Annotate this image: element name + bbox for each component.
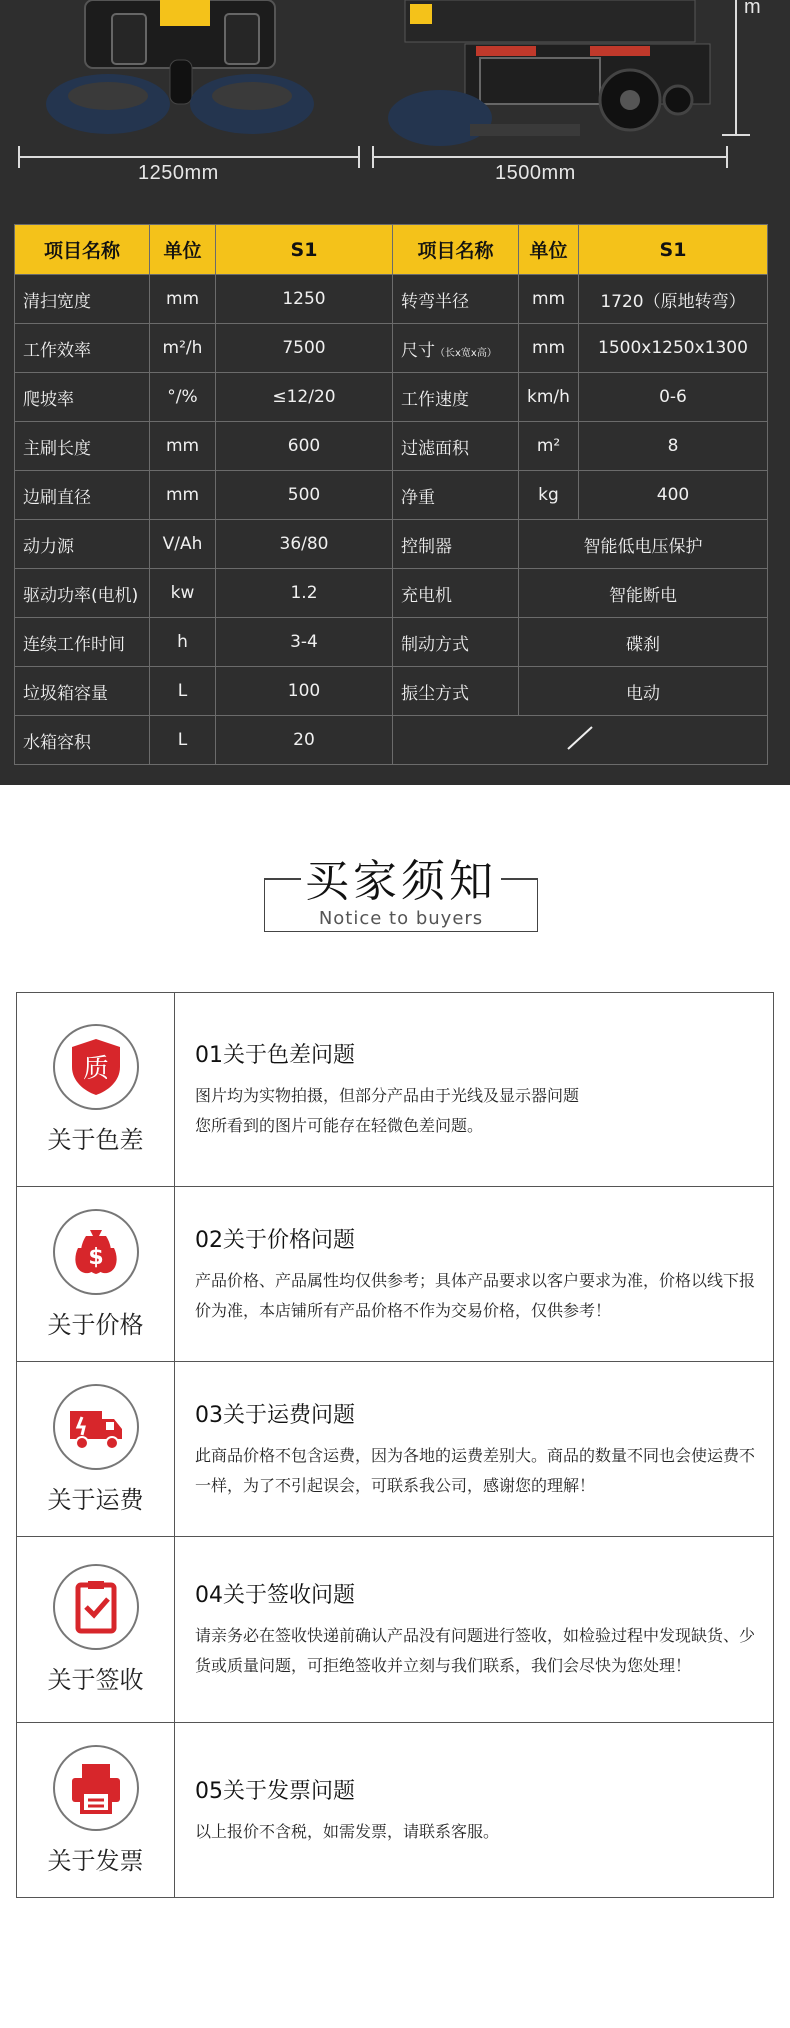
spec-value: 1.2 <box>216 569 393 618</box>
spec-value: 0-6 <box>579 373 768 422</box>
spec-header-name-2: 项目名称 <box>393 225 519 275</box>
width-dimension-line <box>18 156 360 158</box>
notice-content <box>175 993 773 1186</box>
spec-name: 清扫宽度 <box>15 275 150 324</box>
spec-name: 制动方式 <box>393 618 519 667</box>
spec-name: 主刷长度 <box>15 422 150 471</box>
sweeper-side-view-image <box>380 0 720 150</box>
spec-value: 100 <box>216 667 393 716</box>
spec-name: 过滤面积 <box>393 422 519 471</box>
height-dimension-line <box>735 0 737 136</box>
height-dimension-label: m <box>744 0 762 18</box>
spec-name: 垃圾箱容量 <box>15 667 150 716</box>
spec-name: 控制器 <box>393 520 519 569</box>
spec-name: 驱动功率(电机) <box>15 569 150 618</box>
spec-value-merged: 智能断电 <box>519 569 768 618</box>
spec-unit: m² <box>519 422 579 471</box>
notice-icon-cell <box>17 1723 175 1897</box>
spec-name: 净重 <box>393 471 519 520</box>
sweeper-front-view-image <box>30 0 330 140</box>
spec-value: 7500 <box>216 324 393 373</box>
spec-row <box>15 471 768 520</box>
spec-value: 500 <box>216 471 393 520</box>
notice-row-signing <box>17 1536 773 1722</box>
notice-title-en: Notice to buyers <box>318 908 484 929</box>
notice-heading: 02关于价格问题 <box>195 1227 355 1253</box>
spec-name: 充电机 <box>393 569 519 618</box>
spec-unit: km/h <box>519 373 579 422</box>
spec-value: 600 <box>216 422 393 471</box>
svg-text:$: $ <box>87 1244 104 1270</box>
length-dimension-label: 1500mm <box>495 162 576 184</box>
spec-header-row <box>15 225 768 275</box>
spec-table <box>14 224 768 765</box>
spec-name: 工作效率 <box>15 324 150 373</box>
spec-unit: kg <box>519 471 579 520</box>
notice-icon-cell <box>17 1537 175 1722</box>
quality-shield-text: 质 <box>82 1054 109 1084</box>
notice-content <box>175 1187 773 1361</box>
width-dimension-label: 1250mm <box>138 162 219 184</box>
spec-unit: m²/h <box>150 324 216 373</box>
delivery-truck-icon <box>53 1384 139 1470</box>
spec-name: 工作速度 <box>393 373 519 422</box>
notice-body: 以上报价不含税，如需发票，请联系客服。 <box>195 1821 500 1841</box>
spec-header-unit-2: 单位 <box>519 225 579 275</box>
spec-row <box>15 618 768 667</box>
length-dimension-line <box>372 156 728 158</box>
notice-heading: 05关于发票问题 <box>195 1778 355 1804</box>
spec-header-model: S1 <box>216 225 393 275</box>
spec-name: 转弯半径 <box>393 275 519 324</box>
spec-row <box>15 422 768 471</box>
spec-value: 3-4 <box>216 618 393 667</box>
notice-heading: 01关于色差问题 <box>195 1043 355 1068</box>
width-dimension-tick-left <box>18 146 20 168</box>
spec-unit: mm <box>150 471 216 520</box>
spec-unit: mm <box>519 275 579 324</box>
spec-unit: mm <box>150 422 216 471</box>
clipboard-check-icon <box>53 1564 139 1650</box>
spec-value: 1250 <box>216 275 393 324</box>
money-bags-icon <box>53 1209 139 1295</box>
width-dimension-tick-right <box>358 146 360 168</box>
notice-label: 关于色差 <box>47 1126 144 1154</box>
spec-name-note: （长x宽x高） <box>435 347 497 359</box>
spec-value: 20 <box>216 716 393 765</box>
notice-body: 图片均为实物拍摄，但部分产品由于光线及显示器问题 您所看到的图片可能存在轻微色差问题。 <box>195 1086 580 1135</box>
spec-unit: mm <box>150 275 216 324</box>
spec-name: 动力源 <box>15 520 150 569</box>
notice-row-price <box>17 1186 773 1361</box>
notice-label: 关于签收 <box>47 1666 144 1694</box>
spec-row <box>15 275 768 324</box>
spec-header-model-2: S1 <box>579 225 768 275</box>
spec-value-merged: 电动 <box>519 667 768 716</box>
height-dimension-tick <box>722 134 750 136</box>
product-spec-section <box>0 0 790 785</box>
spec-row <box>15 324 768 373</box>
spec-header-unit: 单位 <box>150 225 216 275</box>
notice-label: 关于发票 <box>47 1846 144 1875</box>
notice-label: 关于运费 <box>47 1485 144 1514</box>
notice-row-invoice <box>17 1722 773 1897</box>
spec-name: 水箱容积 <box>15 716 150 765</box>
spec-unit: kw <box>150 569 216 618</box>
notice-icon-cell <box>17 1362 175 1536</box>
spec-unit: h <box>150 618 216 667</box>
notice-content <box>175 1537 773 1722</box>
empty-slash-cell <box>393 716 768 765</box>
notice-table <box>16 992 774 1898</box>
notice-body: 此商品价格不包含运费，因为各地的运费差别大。商品的数量不同也会使运费不一样，为了不引起误会，可联系我公司，感谢您的理解！ <box>195 1445 756 1495</box>
spec-unit: L <box>150 667 216 716</box>
spec-name <box>393 324 519 373</box>
length-dimension-tick-right <box>726 146 728 168</box>
spec-row <box>15 716 768 765</box>
spec-value: 8 <box>579 422 768 471</box>
spec-row <box>15 569 768 618</box>
spec-name: 连续工作时间 <box>15 618 150 667</box>
slash-mark-icon <box>560 723 600 753</box>
spec-header-name: 项目名称 <box>15 225 150 275</box>
spec-value: ≤12/20 <box>216 373 393 422</box>
spec-row <box>15 520 768 569</box>
notice-body: 产品价格、产品属性均仅供参考；具体产品要求以客户要求为准，价格以线下报价为准，本店铺所有产品价格不作为交易价格，仅供参考！ <box>195 1270 756 1320</box>
length-dimension-tick-left <box>372 146 374 168</box>
notice-icon-cell <box>17 1187 175 1361</box>
notice-label: 关于价格 <box>47 1310 144 1339</box>
quality-shield-icon <box>53 1024 139 1110</box>
spec-name-text: 尺寸 <box>401 340 435 361</box>
spec-row <box>15 667 768 716</box>
spec-value: 1720（原地转弯） <box>579 275 768 324</box>
spec-unit: mm <box>519 324 579 373</box>
spec-value: 36/80 <box>216 520 393 569</box>
spec-unit: V/Ah <box>150 520 216 569</box>
printer-icon <box>53 1745 139 1831</box>
notice-row-shipping <box>17 1361 773 1536</box>
spec-value: 1500x1250x1300 <box>579 324 768 373</box>
notice-body: 请亲务必在签收快递前确认产品没有问题进行签收，如检验过程中发现缺货、少货或质量问题，可拒绝签收并立刻与我们联系，我们会尽快为您处理！ <box>195 1626 756 1675</box>
notice-row-color <box>17 993 773 1186</box>
spec-name: 边刷直径 <box>15 471 150 520</box>
spec-row <box>15 373 768 422</box>
spec-value: 400 <box>579 471 768 520</box>
notice-heading: 04关于签收问题 <box>195 1583 355 1608</box>
spec-value-merged: 碟刹 <box>519 618 768 667</box>
spec-unit: L <box>150 716 216 765</box>
spec-value-merged: 智能低电压保护 <box>519 520 768 569</box>
notice-content <box>175 1362 773 1536</box>
spec-name: 振尘方式 <box>393 667 519 716</box>
notice-title <box>264 858 538 932</box>
notice-content <box>175 1723 773 1897</box>
notice-title-cn: 买家须知 <box>305 856 497 907</box>
notice-icon-cell <box>17 993 175 1186</box>
notice-heading: 03关于运费问题 <box>195 1402 355 1428</box>
spec-name: 爬坡率 <box>15 373 150 422</box>
spec-unit: °/% <box>150 373 216 422</box>
